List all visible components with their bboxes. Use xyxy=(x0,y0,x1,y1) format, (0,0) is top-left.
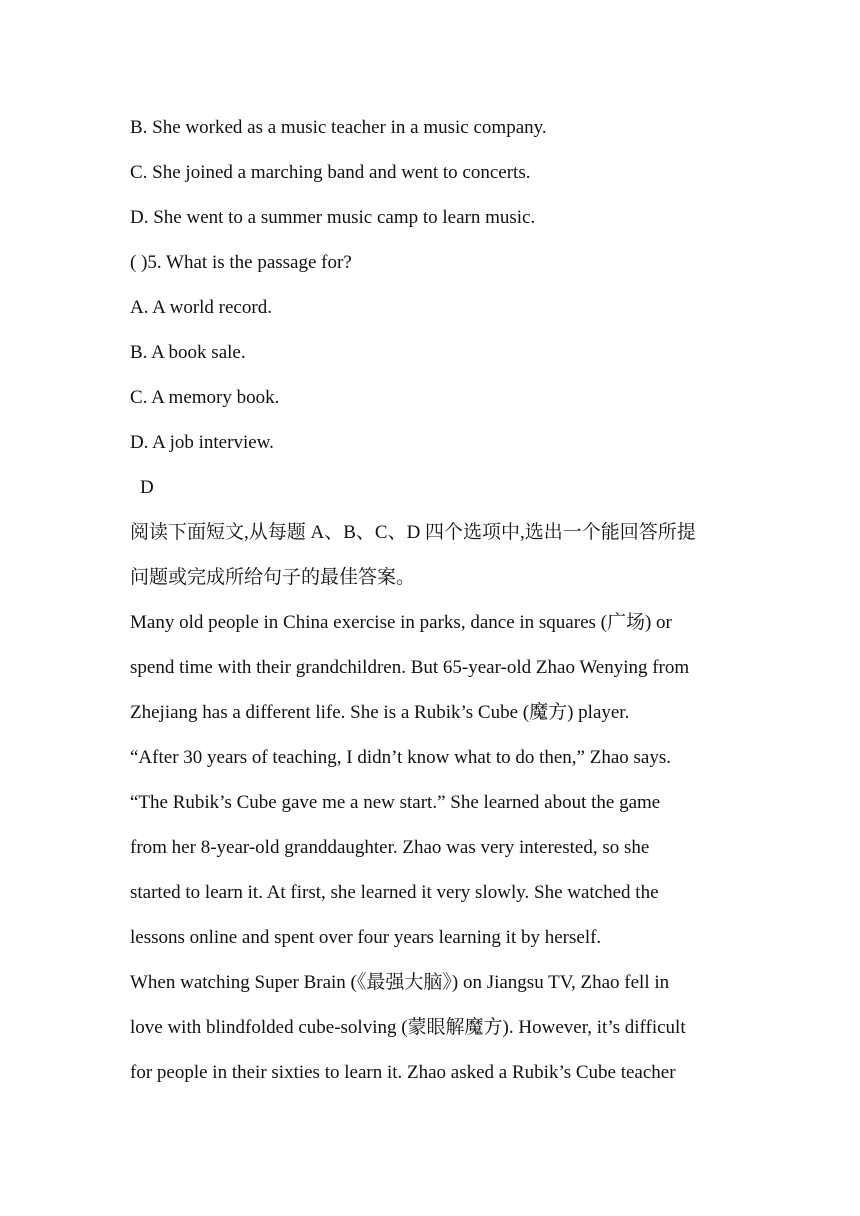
passage-line: When watching Super Brain (《最强大脑》) on Jiangsu TV, Zhao fell in xyxy=(130,972,670,993)
section-heading-d: D xyxy=(140,477,154,498)
passage-line: for people in their sixties to learn it. Zhao asked a Rubik’s Cube teacher xyxy=(130,1062,676,1083)
option-d-q5: D. A job interview. xyxy=(130,432,274,453)
option-c-q4: C. She joined a marching band and went to concerts. xyxy=(130,162,531,183)
option-c-q5: C. A memory book. xyxy=(130,387,280,408)
option-b-q5: B. A book sale. xyxy=(130,342,246,363)
instruction-line-1: 阅读下面短文,从每题 A、B、C、D 四个选项中,选出一个能回答所提 xyxy=(130,522,696,543)
option-b-q4: B. She worked as a music teacher in a music company. xyxy=(130,117,547,138)
passage-line: “The Rubik’s Cube gave me a new start.” She learned about the game xyxy=(130,792,661,813)
passage-line: Zhejiang has a different life. She is a Rubik’s Cube (魔方) player. xyxy=(130,702,630,723)
passage-line: love with blindfolded cube-solving (蒙眼解魔方). However, it’s difficult xyxy=(130,1017,686,1038)
passage-line: started to learn it. At first, she learned it very slowly. She watched the xyxy=(130,882,659,903)
option-d-q4: D. She went to a summer music camp to learn music. xyxy=(130,207,536,228)
passage-line: from her 8-year-old granddaughter. Zhao was very interested, so she xyxy=(130,837,650,858)
passage-line: spend time with their grandchildren. But 65-year-old Zhao Wenying from xyxy=(130,657,690,678)
passage-line: “After 30 years of teaching, I didn’t know what to do then,” Zhao says. xyxy=(130,747,671,768)
passage-line: lessons online and spent over four years learning it by herself. xyxy=(130,927,602,948)
passage-line: Many old people in China exercise in parks, dance in squares (广场) or xyxy=(130,612,672,633)
instruction-line-2: 问题或完成所给句子的最佳答案。 xyxy=(130,567,416,588)
question-5: ( )5. What is the passage for? xyxy=(130,252,352,273)
option-a-q5: A. A world record. xyxy=(130,297,272,318)
